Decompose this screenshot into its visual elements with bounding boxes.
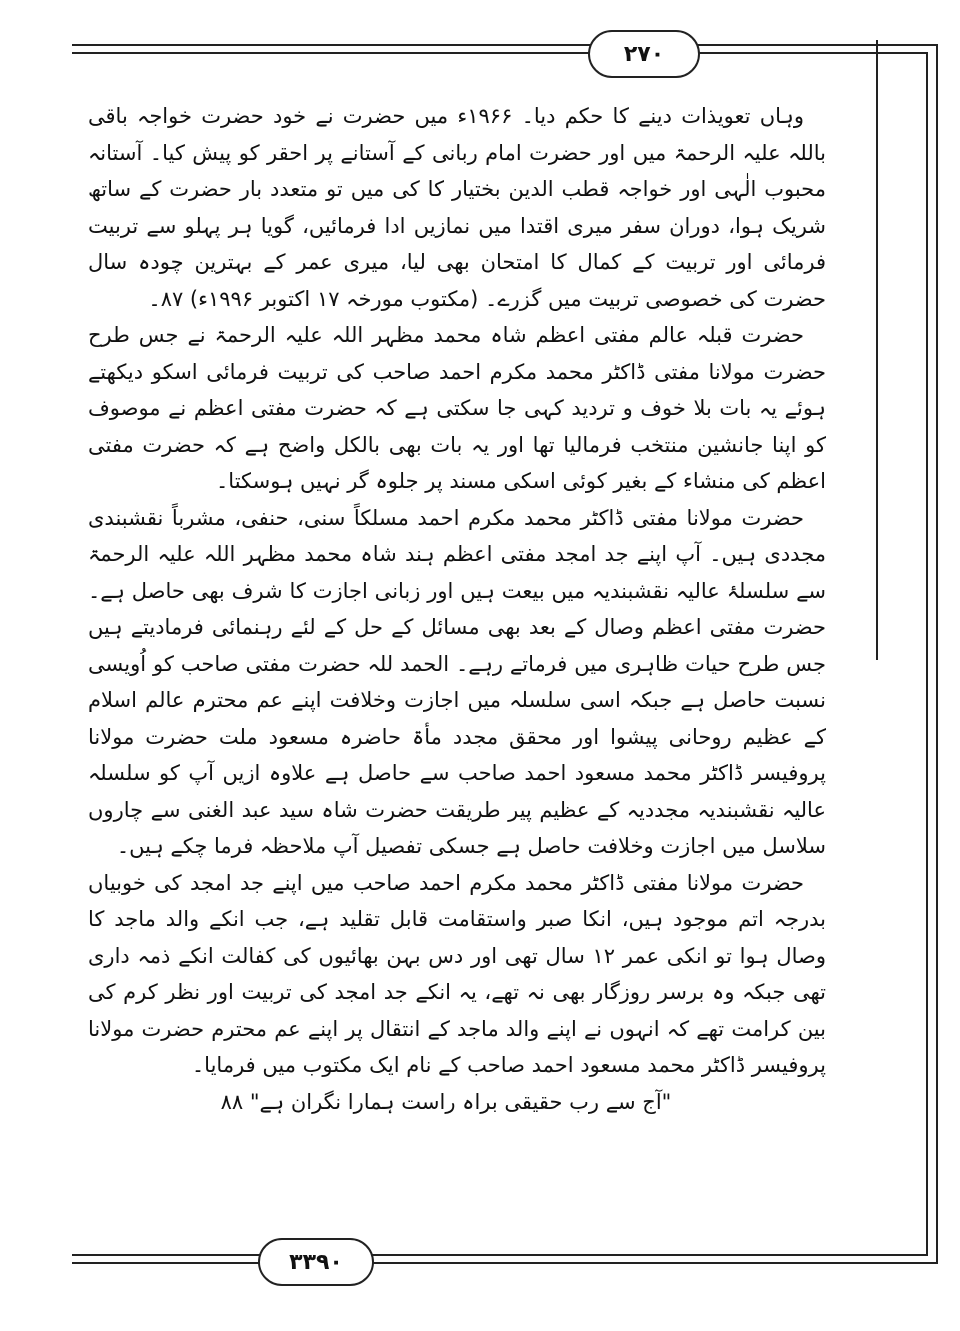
frame-bottom-line-inner: [72, 1254, 928, 1256]
frame-bottom-line-outer: [72, 1262, 938, 1264]
page-number-top-text: ۲۷۰: [623, 41, 665, 67]
frame-top-line-outer: [72, 44, 938, 46]
page-number-top: [588, 30, 700, 78]
frame-side-mark: [876, 40, 878, 660]
body-text: [88, 98, 826, 1120]
paragraph-1: وہاں تعویذات دینے کا حکم دیا۔ ۱۹۶۶ء میں حضرت نے خود حضرت خواجہ باقی باللہ علیہ الرحمۃ میں اور حضرت امام ربانی کے آستانے پر احقر کو پیش کیا۔ آستانہ محبوب الٰہی اور خواجہ قطب الدین بختیار کا کی میں تو متعدد بار حضرت کے ساتھ شریک ہوا، دوران سفر میری اقتدا میں نمازیں ادا فرمائیں، گویا ہر پہلو سے تربیت فرمائی اور تربیت کے کمال کا امتحان بھی لیا، میری عمر کے بہترین چودہ سال حضرت کی خصوصی تربیت میں گزرے۔ (مکتوب مورخہ ۱۷ اکتوبر ۱۹۹۶ء) ۸۷۔: [88, 104, 826, 311]
frame-top-line-inner: [72, 52, 928, 54]
frame-right-line-outer: [936, 44, 938, 1264]
page-number-bottom-text: ۳۳۹۰: [289, 1249, 343, 1275]
paragraph-2: حضرت قبلہ عالم مفتی اعظم شاہ محمد مظہر اللہ علیہ الرحمۃ نے جس طرح حضرت مولانا مفتی ڈاکٹر محمد مکرم احمد صاحب کی تربیت فرمائی اسکو دیکھتے ہوئے یہ بات بلا خوف و تردید کہی جا سکتی ہے کہ حضرت مفتی اعظم نے موصوف کو اپنا جانشین منتخب فرمالیا تھا اور یہ بات بھی بالکل واضح ہے کہ حضرت مفتی اعظم کی منشاء کے بغیر کوئی اسکی مسند پر جلوہ گر نہیں ہوسکتا۔: [88, 323, 826, 493]
paragraph-4: حضرت مولانا مفتی ڈاکٹر محمد مکرم احمد صاحب میں اپنے جد امجد کی خوبیاں بدرجہ اتم موجود ہیں، انکا صبر واستقامت قابل تقلید ہے، جب انکے والد ماجد کا وصال ہوا تو انکی عمر ۱۲ سال تھی اور دس بہن بھائیوں کی کفالت انکے ذمہ داری تھی جبکہ وہ برسر روزگار بھی نہ تھے، یہ انکے جد امجد کی تربیت اور نظر کرم کی بین کرامت تھے کہ انہوں نے اپنے والد ماجد کے انتقال پر اپنے عم محترم حضرت مولانا پروفیسر ڈاکٹر محمد مسعود احمد صاحب کے نام ایک مکتوب میں فرمایا۔: [88, 870, 826, 1077]
paragraph-3: حضرت مولانا مفتی ڈاکٹر محمد مکرم احمد مسلکاً سنی، حنفی، مشرباً نقشبندی مجددی ہیں۔ آپ اپنے جد امجد مفتی اعظم ہند شاہ محمد مظہر اللہ علیہ الرحمۃ سے سلسلۂ عالیہ نقشبندیہ میں بیعت ہیں اور زبانی اجازت کا شرف بھی حاصل ہے۔ حضرت مفتی اعظم وصال کے بعد بھی مسائل کے حل کے لئے رہنمائی فرمادیتے ہیں جس طرح حیات ظاہری میں فرماتے رہے۔ الحمد للہ حضرت مفتی صاحب کو اُویسی نسبت حاصل ہے جبکہ اسی سلسلہ میں اجازت وخلافت اپنے عم محترم عالم اسلام کے عظیم روحانی پیشوا اور محقق مجدد مأۃ حاضرہ مسعود ملت حضرت مولانا پروفیسر ڈاکٹر محمد مسعود احمد صاحب سے حاصل ہے علاوہ ازیں آپ کو سلسلہ عالیہ نقشبندیہ مجددیہ کے عظیم پیر طریقت حضرت شاہ سید عبد الغنی سے چاروں سلاسل میں اجازت وخلافت حاصل ہے جسکی تفصیل آپ ملاحظہ فرما چکے ہیں۔: [88, 505, 826, 858]
frame-right-line-inner: [926, 52, 928, 1256]
closing-quote: "آج سے رب حقیقی براہ راست ہمارا نگران ہے" ۸۸: [220, 1089, 672, 1114]
page-number-bottom: [258, 1238, 374, 1286]
